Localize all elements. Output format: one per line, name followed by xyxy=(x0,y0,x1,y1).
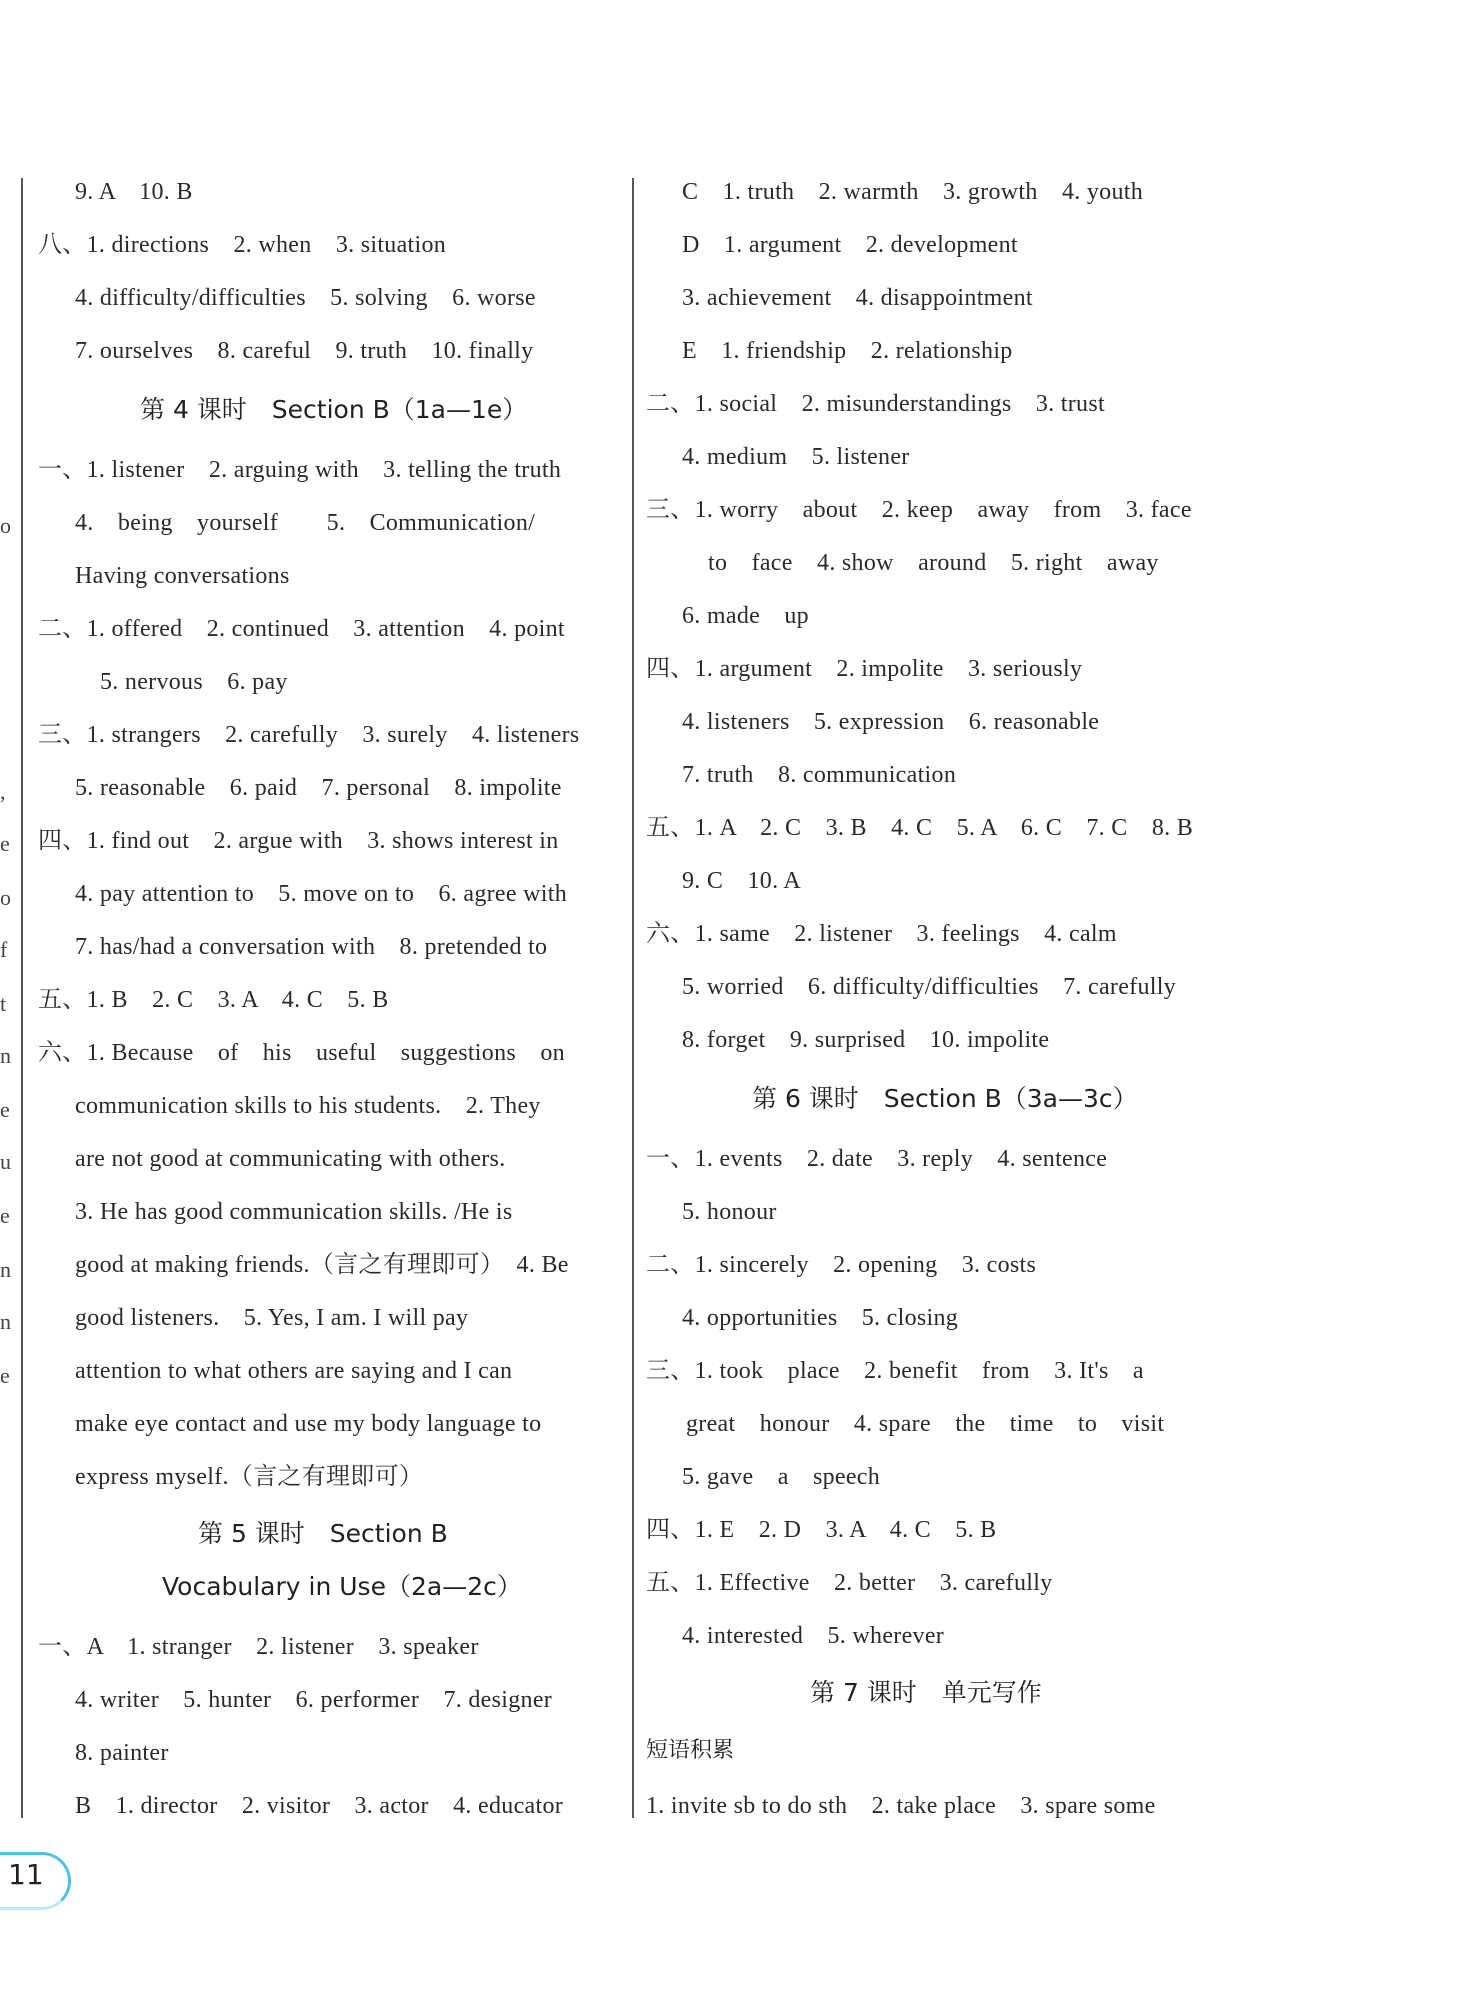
subheading: 短语积累 xyxy=(646,1738,735,1763)
answer-line: 7. has/had a conversation with 8. pretended to xyxy=(75,934,548,960)
answer-line: B 1. director 2. visitor 3. actor 4. educator xyxy=(75,1793,564,1819)
answer-line: 五、1. A 2. C 3. B 4. C 5. A 6. C 7. C 8. B xyxy=(646,815,1194,841)
answer-line: 1. invite sb to do sth 2. take place 3. spare some xyxy=(646,1793,1156,1819)
answer-line: 四、1. E 2. D 3. A 4. C 5. B xyxy=(646,1517,997,1543)
answer-line: 六、1. same 2. listener 3. feelings 4. calm xyxy=(646,921,1117,947)
answer-line: 六、1. Because of his useful suggestions on xyxy=(38,1040,565,1066)
answer-line: 4. interested 5. wherever xyxy=(682,1623,945,1649)
answer-line: 5. nervous 6. pay xyxy=(100,669,288,695)
margin-fragment: t xyxy=(0,991,7,1016)
answer-line: communication skills to his students. 2. They xyxy=(75,1093,541,1119)
margin-fragment: u xyxy=(0,1149,11,1174)
answer-line: 4. being yourself 5. Communication/ xyxy=(75,510,536,536)
answer-line: 6. made up xyxy=(682,603,809,629)
answer-line: 一、A 1. stranger 2. listener 3. speaker xyxy=(38,1634,479,1660)
answer-line: D 1. argument 2. development xyxy=(682,232,1018,258)
answer-line: C 1. truth 2. warmth 3. growth 4. youth xyxy=(682,179,1144,205)
answer-line: 五、1. B 2. C 3. A 4. C 5. B xyxy=(38,987,389,1013)
margin-fragment: e xyxy=(0,1363,10,1388)
answer-line: are not good at communicating with others. xyxy=(75,1146,506,1172)
answer-line: make eye contact and use my body language to xyxy=(75,1411,542,1437)
section-heading: Vocabulary in Use（2a—2c） xyxy=(162,1572,522,1601)
margin-fragment: n xyxy=(0,1257,11,1282)
section-heading: 第 5 课时 Section B xyxy=(198,1519,448,1548)
answer-line: 9. C 10. A xyxy=(682,868,802,894)
answer-line: 4. writer 5. hunter 6. performer 7. designer xyxy=(75,1687,553,1713)
answer-line: 7. ourselves 8. careful 9. truth 10. finally xyxy=(75,338,534,364)
answer-line: 8. painter xyxy=(75,1740,169,1766)
answer-line: E 1. friendship 2. relationship xyxy=(682,338,1013,364)
section-heading: 第 7 课时 单元写作 xyxy=(810,1678,1042,1707)
answer-line: attention to what others are saying and I can xyxy=(75,1358,513,1384)
answer-line: 5. gave a speech xyxy=(682,1464,881,1490)
answer-line: 8. forget 9. surprised 10. impolite xyxy=(682,1027,1050,1053)
page-number: 11 xyxy=(8,1858,44,1891)
answer-line: 三、1. took place 2. benefit from 3. It's a xyxy=(646,1358,1144,1384)
answer-line: 四、1. find out 2. argue with 3. shows interest in xyxy=(38,828,559,854)
column-divider xyxy=(632,178,634,1818)
answer-line: 三、1. strangers 2. carefully 3. surely 4. listeners xyxy=(38,722,580,748)
answer-line: 4. medium 5. listener xyxy=(682,444,910,470)
answer-line: great honour 4. spare the time to visit xyxy=(686,1411,1165,1437)
answer-line: 4. opportunities 5. closing xyxy=(682,1305,959,1331)
answer-line: 9. A 10. B xyxy=(75,179,193,205)
answer-line: good listeners. 5. Yes, I am. I will pay xyxy=(75,1305,469,1331)
left-margin-rule xyxy=(21,178,23,1818)
answer-line: 三、1. worry about 2. keep away from 3. face xyxy=(646,497,1192,523)
answer-line: 4. pay attention to 5. move on to 6. agree with xyxy=(75,881,568,907)
answer-line: 二、1. offered 2. continued 3. attention 4. point xyxy=(38,616,565,642)
answer-line: express myself.（言之有理即可） xyxy=(75,1464,424,1490)
answer-line: 二、1. sincerely 2. opening 3. costs xyxy=(646,1252,1037,1278)
answer-line: 4. difficulty/difficulties 5. solving 6. worse xyxy=(75,285,536,311)
margin-fragment: f xyxy=(0,937,8,962)
answer-line: 3. He has good communication skills. /He is xyxy=(75,1199,513,1225)
margin-fragment: o xyxy=(0,513,11,538)
margin-fragment: o xyxy=(0,885,11,910)
answer-line: 一、1. events 2. date 3. reply 4. sentence xyxy=(646,1146,1108,1172)
margin-fragment: e xyxy=(0,1203,10,1228)
answer-line: 3. achievement 4. disappointment xyxy=(682,285,1033,311)
answer-line: 八、1. directions 2. when 3. situation xyxy=(38,232,447,258)
answer-line: Having conversations xyxy=(75,563,290,589)
answer-line: 7. truth 8. communication xyxy=(682,762,957,788)
margin-fragment: , xyxy=(0,779,6,804)
answer-line: 四、1. argument 2. impolite 3. seriously xyxy=(646,656,1083,682)
margin-fragment: n xyxy=(0,1043,11,1068)
margin-fragment: n xyxy=(0,1309,11,1334)
answer-line: 5. worried 6. difficulty/difficulties 7. carefully xyxy=(682,974,1176,1000)
answer-line: 4. listeners 5. expression 6. reasonable xyxy=(682,709,1100,735)
section-heading: 第 4 课时 Section B（1a—1e） xyxy=(140,395,528,424)
answer-line: 五、1. Effective 2. better 3. carefully xyxy=(646,1570,1053,1596)
answer-line: good at making friends.（言之有理即可） 4. Be xyxy=(75,1252,569,1278)
answer-line: to face 4. show around 5. right away xyxy=(708,550,1159,576)
margin-fragment: e xyxy=(0,1097,10,1122)
answer-line: 5. reasonable 6. paid 7. personal 8. impolite xyxy=(75,775,562,801)
answer-line: 一、1. listener 2. arguing with 3. telling the truth xyxy=(38,457,562,483)
margin-fragment: e xyxy=(0,831,10,856)
section-heading: 第 6 课时 Section B（3a—3c） xyxy=(752,1084,1138,1113)
answer-line: 5. honour xyxy=(682,1199,777,1225)
answer-line: 二、1. social 2. misunderstandings 3. trust xyxy=(646,391,1105,417)
